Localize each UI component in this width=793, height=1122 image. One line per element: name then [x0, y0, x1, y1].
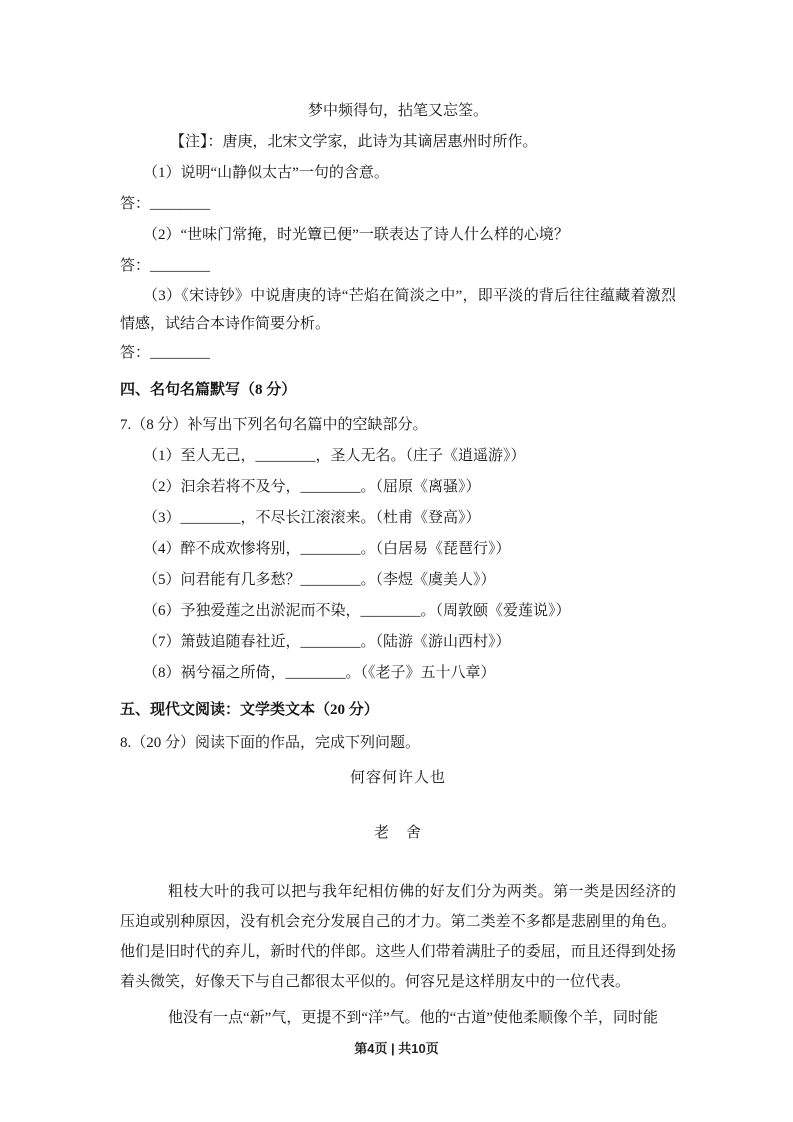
poem-last-line: 梦中频得句，拈笔又忘筌。 — [307, 103, 488, 119]
answer-blank-line-1: 答：________ — [120, 196, 211, 212]
dictation-item-2: （2）汩余若将不及兮，________。（屈原《离骚》） — [143, 479, 481, 495]
page-footer: 第4页 | 共10页 — [354, 1041, 439, 1056]
dictation-item-8: （8）祸兮福之所倚，________。（《老子》五十八章） — [143, 665, 496, 681]
dictation-item-1: （1）至人无己，________，圣人无名。（庄子《逍遥游》） — [143, 448, 526, 464]
essay-paragraph-1: 粗枝大叶的我可以把与我年纪相仿佛的好友们分为两类。第一类是因经济的压迫或别种原因，没有机会充分发展自己的才力。第二类差不多都是悲剧里的角色。他们是旧时代的弃儿，新时代的伴郎。这些人们带着满肚子的委屈，而且还得到处扬着头微笑，好像天下与自己都很太平似的。何容兄是这样朋友中的一位代表。 — [120, 884, 676, 990]
answer-blank-line-3: 答：________ — [120, 345, 211, 361]
dictation-item-6: （6）予独爱莲之出淤泥而不染，________。（周敦颐《爱莲说》） — [143, 603, 571, 619]
question-7-intro: 7.（8 分）补写出下列名句名篇中的空缺部分。 — [120, 417, 428, 433]
section-4-heading: 四、名句名篇默写（8 分） — [120, 382, 297, 398]
poem-question-2: （2）“世味门常掩，时光簟已便”一联表达了诗人什么样的心境？ — [143, 227, 569, 243]
essay-author: 老 舍 — [373, 825, 422, 841]
dictation-item-3: （3）________，不尽长江滚滚来。（杜甫《登高》） — [143, 510, 481, 526]
essay-title: 何容何许人也 — [349, 770, 446, 786]
poem-note: 【注】：唐庚，北宋文学家，此诗为其谪居惠州时所作。 — [170, 134, 538, 150]
dictation-item-7: （7）箫鼓追随春社近，________。（陆游《游山西村》） — [143, 634, 511, 650]
section-5-heading: 五、现代文阅读：文学类文本（20 分） — [120, 702, 379, 718]
poem-question-1: （1）说明“山静似太古”一句的含意。 — [143, 165, 389, 181]
answer-blank-line-2: 答：________ — [120, 258, 211, 274]
poem-question-3: （3）《宋诗钞》中说唐庚的诗“芒焰在简淡之中”，即平淡的背后往往蕴藏着激烈情感，试结合本诗作简要分析。 — [120, 288, 676, 332]
essay-paragraph-2: 他没有一点“新”气，更提不到“洋”气。他的“古道”使他柔顺像个羊，同时能 — [168, 1010, 658, 1026]
dictation-item-5: （5）问君能有几多愁？________。（李煜《虞美人》） — [143, 572, 496, 588]
dictation-item-4: （4）醉不成欢惨将别，________。（白居易《琵琶行》） — [143, 541, 511, 557]
question-8-intro: 8.（20 分）阅读下面的作品，完成下列问题。 — [120, 735, 421, 751]
